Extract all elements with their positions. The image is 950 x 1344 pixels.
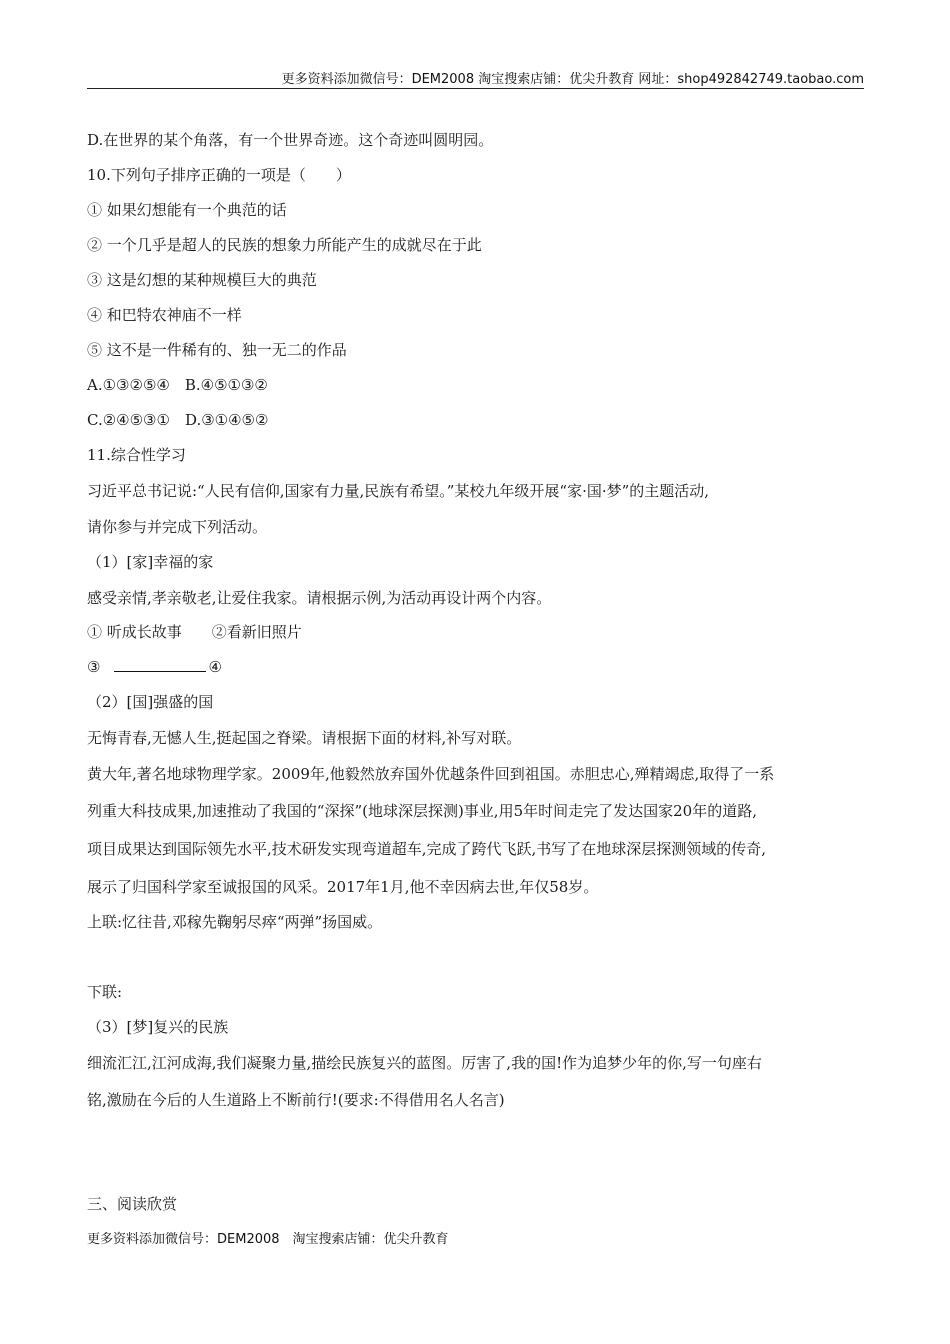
material-line-3: 项目成果达到国际领先水平,技术研发实现弯道超车,完成了跨代飞跃,书写了在地球深层探测领域的传奇, <box>87 840 767 858</box>
page-footer: 更多资料添加微信号：DEM2008 淘宝搜索店铺：优尖升教育 <box>87 1232 449 1247</box>
question-11-intro-2: 请你参与并完成下列活动。 <box>87 518 268 536</box>
choices-c-d: C.②④⑤③① D.③①④⑤② <box>87 411 269 429</box>
sentence-5: ⑤ 这不是一件稀有的、独一无二的作品 <box>87 341 347 359</box>
couplet-lower: 下联: <box>87 983 123 1001</box>
blank-mark-3: ③ <box>87 658 101 676</box>
couplet-upper: 上联:忆往昔,邓稼先鞠躬尽瘁“两弹”扬国威。 <box>87 913 383 931</box>
question-11-intro-1: 习近平总书记说:“人民有信仰,国家有力量,民族有希望。”某校九年级开展“家·国·梦”的主题活动, <box>87 482 710 500</box>
section-3-heading: 三、阅读欣赏 <box>87 1195 178 1213</box>
part-3-instruction-1: 细流汇江,江河成海,我们凝聚力量,描绘民族复兴的蓝图。厉害了,我的国!作为追梦少年的你,写一句座右 <box>87 1054 762 1072</box>
part-1-heading: （1）[家]幸福的家 <box>87 553 214 571</box>
option-d-line: D.在世界的某个角落，有一个世界奇迹。这个奇迹叫圆明园。 <box>87 131 494 149</box>
question-10-stem: 10.下列句子排序正确的一项是（ ） <box>87 166 351 184</box>
sentence-4: ④ 和巴特农神庙不一样 <box>87 306 242 324</box>
question-11-title: 11.综合性学习 <box>87 446 186 464</box>
answer-blank[interactable] <box>114 657 206 672</box>
part-2-instruction: 无悔青春,无憾人生,挺起国之脊梁。请根据下面的材料,补写对联。 <box>87 729 522 747</box>
material-line-2: 列重大科技成果,加速推动了我国的“深探”(地球深层探测)事业,用5年时间走完了发达国家20年的道路, <box>87 802 757 820</box>
sentence-1: ① 如果幻想能有一个典范的话 <box>87 201 287 219</box>
sentence-3: ③ 这是幻想的某种规模巨大的典范 <box>87 271 317 289</box>
part-1-answer-row <box>87 657 222 677</box>
choices-a-b: A.①③②⑤④ B.④⑤①③② <box>87 376 268 394</box>
sentence-2: ② 一个几乎是超人的民族的想象力所能产生的成就尽在于此 <box>87 236 482 254</box>
part-3-instruction-2: 铭,激励在今后的人生道路上不断前行!(要求:不得借用名人名言) <box>87 1091 505 1109</box>
part-1-instruction: 感受亲情,孝亲敬老,让爱住我家。请根据示例,为活动再设计两个内容。 <box>87 589 552 607</box>
part-3-heading: （3）[梦]复兴的民族 <box>87 1018 229 1036</box>
part-2-heading: （2）[国]强盛的国 <box>87 693 214 711</box>
material-line-4: 展示了归国科学家至诚报国的风采。2017年1月,他不幸因病去世,年仅58岁。 <box>87 878 599 896</box>
material-line-1: 黄大年,著名地球物理学家。2009年,他毅然放弃国外优越条件回到祖国。赤胆忠心,殚精竭虑,取得了一系 <box>87 765 775 783</box>
page-header: 更多资料添加微信号：DEM2008 淘宝搜索店铺：优尖升教育 网址：shop492842749.taobao.com <box>281 72 864 87</box>
part-1-examples: ① 听成长故事 ②看新旧照片 <box>87 623 302 641</box>
blank-mark-4: ④ <box>208 658 222 676</box>
header-divider <box>87 88 864 89</box>
